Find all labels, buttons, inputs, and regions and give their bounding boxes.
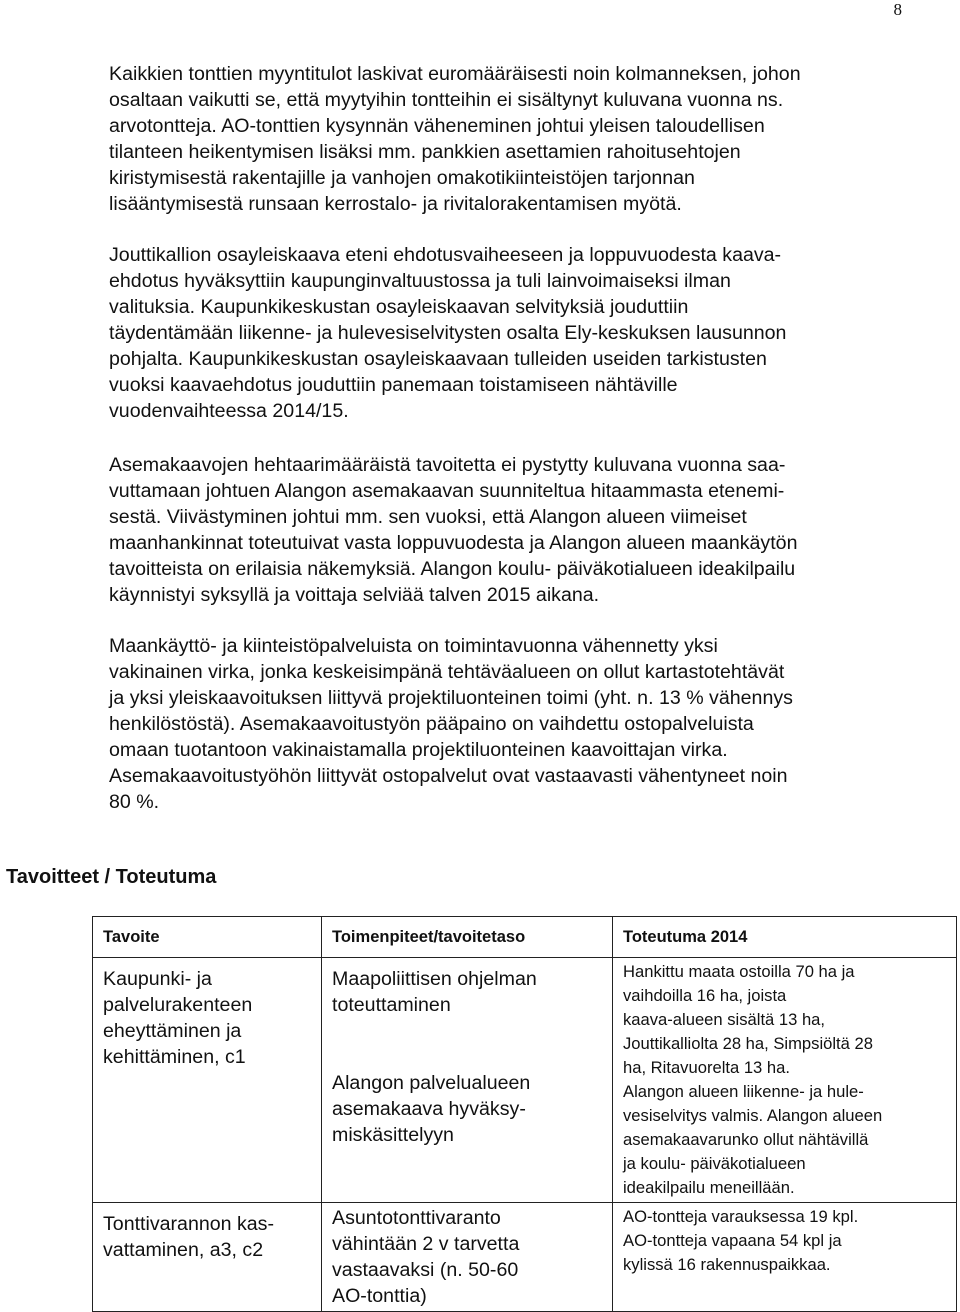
text-line: tavoitteista on erilaisia näkemyksiä. Alangon koulu- päiväkotialueen ideakilpailu [109, 558, 796, 580]
text-line: vuttamaan johtuen Alangon asemakaavan suunniteltua hitaammasta etenemi- [109, 480, 785, 502]
text-line: vakinainen virka, jonka keskeisimpänä tehtäväalueen on ollut kartastotehtävät [109, 661, 785, 683]
text-line: vastaavaksi (n. 50-60 [332, 1259, 519, 1281]
text-line: käynnistyi syksyllä ja voittaja selviää talven 2015 aikana. [109, 584, 600, 606]
table-row [93, 958, 957, 1203]
text-line: kaava-alueen sisältä 13 ha, [623, 1010, 826, 1029]
text-line: vähintään 2 v tarvetta [332, 1233, 520, 1255]
table-header-row [93, 917, 957, 958]
text-line: Maapoliittisen ohjelman [332, 968, 537, 990]
text-line: palvelurakenteen [103, 994, 253, 1016]
text-line: Kaikkien tonttien myyntitulot laskivat euromääräisesti noin kolmanneksen, johon [109, 63, 801, 85]
header-outcome: Toteutuma 2014 [613, 917, 957, 958]
text-line: toteuttaminen [332, 994, 451, 1016]
text-line: osaltaan vaikutti se, että myytyihin tontteihin ei sisältynyt kuluvana vuonna ns. [109, 89, 784, 111]
paragraph-detailed-plans [109, 452, 899, 608]
text-line: AO-tontteja varauksessa 19 kpl. [623, 1207, 859, 1226]
text-line: Kaupunki- ja [103, 968, 212, 990]
text-line: maanhankinnat toteutuivat vasta loppuvuodesta ja Alangon alueen maankäytön [109, 532, 798, 554]
text-line: asemakaava hyväksy- [332, 1098, 526, 1120]
paragraph-plot-sales [109, 61, 899, 217]
measure-land-policy [332, 966, 602, 1018]
goal-cell [93, 958, 322, 1203]
text-line: vuodenvaihteessa 2014/15. [109, 400, 349, 422]
text-line: sestä. Viivästyminen johtui mm. sen vuoksi, että Alangon alueen viimeiset [109, 506, 747, 528]
text-line: Alangon palvelualueen [332, 1072, 531, 1094]
text-line: 80 %. [109, 791, 160, 813]
text-line: Alangon alueen liikenne- ja hule- [623, 1082, 864, 1101]
text-line: Jouttikallion osayleiskaava eteni ehdotusvaiheeseen ja loppuvuodesta kaava- [109, 244, 782, 266]
text-line: miskäsittelyyn [332, 1124, 454, 1146]
text-line: asemakaavarunko ollut nähtävillä [623, 1130, 869, 1149]
text-line: Asuntotonttivaranto [332, 1207, 501, 1229]
paragraph-jouttikallio-plan [109, 242, 899, 424]
text-line: pohjalta. Kaupunkikeskustan osayleiskaavaan tulleiden useiden tarkistusten [109, 348, 767, 370]
text-line: ehdotus hyväksyttiin kaupunginvaltuustossa ja tuli lainvoimaiseksi ilman [109, 270, 731, 292]
text-line: Asemakaavoitustyöhön liittyvät ostopalvelut ovat vastaavasti vähentyneet noin [109, 765, 788, 787]
text-line: AO-tontteja vapaana 54 kpl ja [623, 1231, 842, 1250]
text-line: täydentämään liikenne- ja hulevesiselvitysten osalta Ely-keskuksen lausunnon [109, 322, 787, 344]
text-line: vuoksi kaavaehdotus jouduttiin panemaan toistamiseen nähtäville [109, 374, 678, 396]
header-measures: Toimenpiteet/tavoitetaso [322, 917, 613, 958]
outcome-cell [613, 958, 957, 1203]
goal-cell [93, 1203, 322, 1312]
text-line: ja yksi yleiskaavoituksen liittyvä projektiluonteinen toimi (yht. n. 13 % vähennys [109, 687, 793, 709]
text-line: lisääntymisestä runsaan kerrostalo- ja rivitalorakentamisen myötä. [109, 193, 682, 215]
header-goal: Tavoite [93, 917, 322, 958]
text-line: kiristymisestä rakentajille ja vanhojen omakotikiinteistöjen tarjonnan [109, 167, 695, 189]
section-heading: Tavoitteet / Toteutuma [6, 866, 217, 888]
text-line: arvotontteja. AO-tonttien kysynnän väheneminen johtui yleisen taloudellisen [109, 115, 765, 137]
paragraph-staffing [109, 633, 899, 815]
text-line: valituksia. Kaupunkikeskustan osayleiskaavan selvityksiä jouduttiin [109, 296, 689, 318]
text-line: kehittäminen, c1 [103, 1046, 246, 1068]
page-number: 8 [893, 0, 902, 19]
text-line: ideakilpailu meneillään. [623, 1178, 795, 1197]
goals-table [92, 916, 957, 1312]
text-line: AO-tonttia) [332, 1285, 427, 1307]
text-line: Tonttivarannon kas- [103, 1213, 274, 1235]
text-line: omaan tuotantoon vakinaistamalla projektiluonteinen kaavoittajan virka. [109, 739, 728, 761]
text-line: ja koulu- päiväkotialueen [623, 1154, 806, 1173]
table-row [93, 1203, 957, 1312]
measures-cell [322, 1203, 613, 1312]
text-line: vesiselvitys valmis. Alangon alueen [623, 1106, 883, 1125]
outcome-cell [613, 1203, 957, 1312]
text-line: vattaminen, a3, c2 [103, 1239, 264, 1261]
text-line: vaihdoilla 16 ha, joista [623, 986, 787, 1005]
text-line: henkilöstöstä). Asemakaavoitustyön pääpaino on vaihdettu ostopalveluista [109, 713, 754, 735]
text-line: Maankäyttö- ja kiinteistöpalveluista on toimintavuonna vähennetty yksi [109, 635, 718, 657]
text-line: tilanteen heikentymisen lisäksi mm. pankkien asettamien rahoitusehtojen [109, 141, 741, 163]
text-line: kylissä 16 rakennuspaikkaa. [623, 1255, 831, 1274]
text-line: ha, Ritavuorelta 13 ha. [623, 1058, 790, 1077]
text-line: Asemakaavojen hehtaarimääräistä tavoitetta ei pystytty kuluvana vuonna saa- [109, 454, 786, 476]
text-line: Hankittu maata ostoilla 70 ha ja [623, 962, 855, 981]
measures-cell [322, 958, 613, 1203]
text-line: eheyttäminen ja [103, 1020, 242, 1042]
text-line: Jouttikalliolta 28 ha, Simpsiöltä 28 [623, 1034, 873, 1053]
measure-alanko-plan [332, 1070, 602, 1148]
